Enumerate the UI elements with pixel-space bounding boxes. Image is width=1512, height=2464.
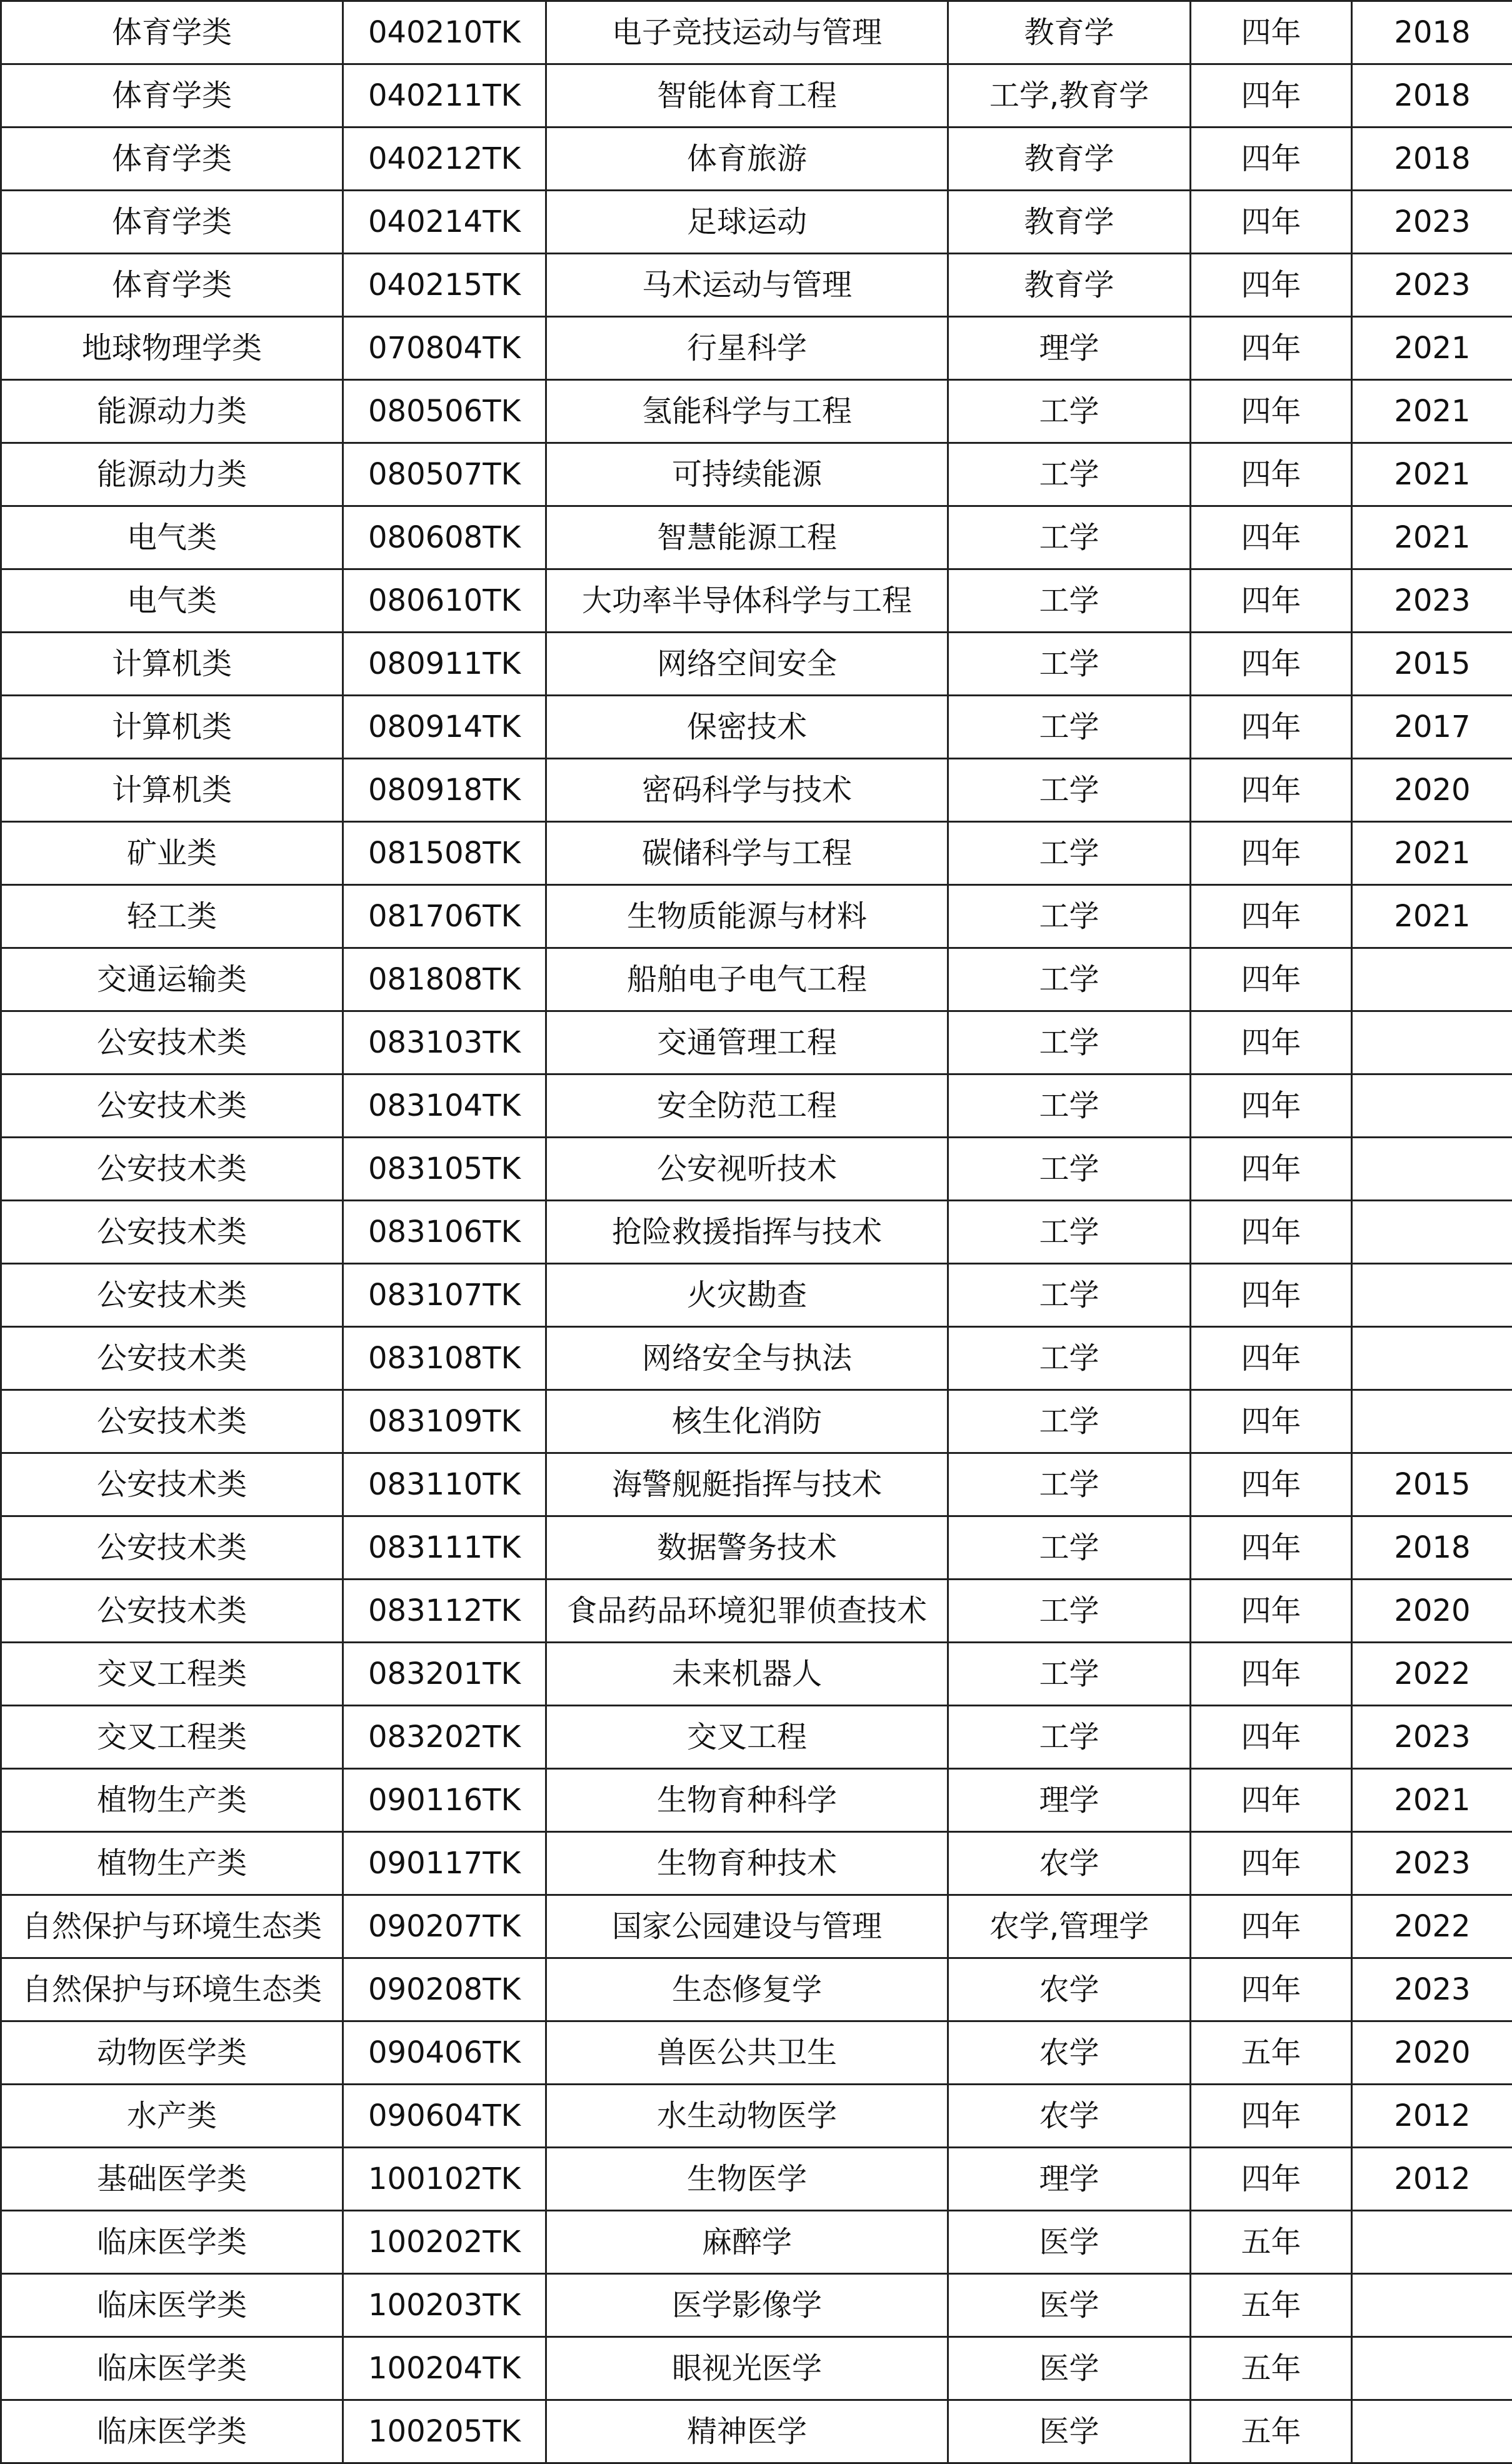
duration-cell: 四年 — [1191, 254, 1352, 317]
duration-cell: 五年 — [1191, 2211, 1352, 2274]
duration-cell: 五年 — [1191, 2400, 1352, 2463]
category-cell: 体育学类 — [1, 1, 343, 64]
category-cell: 公安技术类 — [1, 1138, 343, 1201]
code-cell: 080918TK — [343, 759, 546, 822]
degree-cell: 医学 — [948, 2211, 1191, 2274]
table-row — [1, 2085, 1512, 2148]
table-row — [1, 1580, 1512, 1643]
category-cell: 自然保护与环境生态类 — [1, 1958, 343, 2021]
duration-cell: 四年 — [1191, 1958, 1352, 2021]
duration-cell: 四年 — [1191, 569, 1352, 633]
duration-cell: 四年 — [1191, 885, 1352, 948]
major-name-cell: 生物育种技术 — [546, 1832, 948, 1895]
degree-cell: 工学 — [948, 885, 1191, 948]
code-cell: 040212TK — [343, 128, 546, 191]
year-cell: 2020 — [1352, 759, 1512, 822]
major-name-cell: 核生化消防 — [546, 1390, 948, 1453]
category-cell: 公安技术类 — [1, 1390, 343, 1453]
major-name-cell: 体育旅游 — [546, 128, 948, 191]
degree-cell: 医学 — [948, 2337, 1191, 2400]
degree-cell: 工学 — [948, 380, 1191, 443]
category-cell: 植物生产类 — [1, 1832, 343, 1895]
major-name-cell: 智慧能源工程 — [546, 506, 948, 569]
year-cell — [1352, 1327, 1512, 1390]
category-cell: 自然保护与环境生态类 — [1, 1895, 343, 1958]
category-cell: 交叉工程类 — [1, 1643, 343, 1706]
table-row — [1, 633, 1512, 696]
code-cell: 083202TK — [343, 1706, 546, 1769]
duration-cell: 四年 — [1191, 1, 1352, 64]
code-cell: 100203TK — [343, 2274, 546, 2337]
degree-cell: 工学 — [948, 1453, 1191, 1516]
year-cell: 2021 — [1352, 317, 1512, 380]
degree-cell: 工学 — [948, 1011, 1191, 1074]
major-name-cell: 足球运动 — [546, 191, 948, 254]
table-row — [1, 2274, 1512, 2337]
major-name-cell: 火灾勘查 — [546, 1264, 948, 1327]
duration-cell: 四年 — [1191, 317, 1352, 380]
year-cell: 2018 — [1352, 128, 1512, 191]
code-cell: 081508TK — [343, 822, 546, 885]
code-cell: 040210TK — [343, 1, 546, 64]
category-cell: 公安技术类 — [1, 1264, 343, 1327]
category-cell: 临床医学类 — [1, 2337, 343, 2400]
degree-cell: 理学 — [948, 1769, 1191, 1832]
category-cell: 能源动力类 — [1, 380, 343, 443]
major-name-cell: 眼视光医学 — [546, 2337, 948, 2400]
category-cell: 临床医学类 — [1, 2211, 343, 2274]
category-cell: 矿业类 — [1, 822, 343, 885]
year-cell — [1352, 2211, 1512, 2274]
year-cell — [1352, 948, 1512, 1011]
major-name-cell: 安全防范工程 — [546, 1074, 948, 1138]
duration-cell: 四年 — [1191, 1201, 1352, 1264]
year-cell: 2020 — [1352, 2021, 1512, 2085]
major-name-cell: 生物育种科学 — [546, 1769, 948, 1832]
year-cell: 2017 — [1352, 696, 1512, 759]
table-row — [1, 1074, 1512, 1138]
table-row — [1, 317, 1512, 380]
degree-cell: 工学 — [948, 569, 1191, 633]
table-row — [1, 885, 1512, 948]
year-cell: 2023 — [1352, 569, 1512, 633]
category-cell: 基础医学类 — [1, 2148, 343, 2211]
code-cell: 080914TK — [343, 696, 546, 759]
major-name-cell: 数据警务技术 — [546, 1516, 948, 1580]
degree-cell: 工学 — [948, 506, 1191, 569]
major-name-cell: 国家公园建设与管理 — [546, 1895, 948, 1958]
duration-cell: 四年 — [1191, 1074, 1352, 1138]
degree-cell: 教育学 — [948, 191, 1191, 254]
year-cell: 2023 — [1352, 1706, 1512, 1769]
degree-cell: 教育学 — [948, 128, 1191, 191]
table-row — [1, 822, 1512, 885]
table-row — [1, 2021, 1512, 2085]
duration-cell: 四年 — [1191, 1769, 1352, 1832]
major-name-cell: 未来机器人 — [546, 1643, 948, 1706]
major-name-cell: 海警舰艇指挥与技术 — [546, 1453, 948, 1516]
table-row — [1, 2148, 1512, 2211]
year-cell — [1352, 1201, 1512, 1264]
code-cell: 081706TK — [343, 885, 546, 948]
duration-cell: 四年 — [1191, 1011, 1352, 1074]
category-cell: 能源动力类 — [1, 443, 343, 506]
major-name-cell: 氢能科学与工程 — [546, 380, 948, 443]
duration-cell: 四年 — [1191, 696, 1352, 759]
degree-cell: 工学 — [948, 822, 1191, 885]
major-name-cell: 公安视听技术 — [546, 1138, 948, 1201]
degree-cell: 工学 — [948, 1706, 1191, 1769]
major-name-cell: 医学影像学 — [546, 2274, 948, 2337]
major-name-cell: 船舶电子电气工程 — [546, 948, 948, 1011]
major-name-cell: 网络空间安全 — [546, 633, 948, 696]
category-cell: 公安技术类 — [1, 1453, 343, 1516]
degree-cell: 工学 — [948, 1201, 1191, 1264]
year-cell: 2022 — [1352, 1895, 1512, 1958]
major-name-cell: 密码科学与技术 — [546, 759, 948, 822]
major-name-cell: 精神医学 — [546, 2400, 948, 2463]
table-row — [1, 1390, 1512, 1453]
major-name-cell: 网络安全与执法 — [546, 1327, 948, 1390]
category-cell: 动物医学类 — [1, 2021, 343, 2085]
degree-cell: 工学 — [948, 948, 1191, 1011]
category-cell: 电气类 — [1, 506, 343, 569]
duration-cell: 四年 — [1191, 191, 1352, 254]
table-row — [1, 1264, 1512, 1327]
code-cell: 083105TK — [343, 1138, 546, 1201]
code-cell: 083106TK — [343, 1201, 546, 1264]
table-row — [1, 64, 1512, 128]
degree-cell: 工学 — [948, 1074, 1191, 1138]
year-cell: 2018 — [1352, 1516, 1512, 1580]
code-cell: 083104TK — [343, 1074, 546, 1138]
duration-cell: 四年 — [1191, 948, 1352, 1011]
category-cell: 计算机类 — [1, 696, 343, 759]
year-cell: 2021 — [1352, 885, 1512, 948]
code-cell: 100205TK — [343, 2400, 546, 2463]
code-cell: 090604TK — [343, 2085, 546, 2148]
degree-cell: 医学 — [948, 2274, 1191, 2337]
table-row — [1, 1011, 1512, 1074]
duration-cell: 四年 — [1191, 1264, 1352, 1327]
major-name-cell: 麻醉学 — [546, 2211, 948, 2274]
year-cell — [1352, 2400, 1512, 2463]
code-cell: 083107TK — [343, 1264, 546, 1327]
major-name-cell: 生物质能源与材料 — [546, 885, 948, 948]
code-cell: 090116TK — [343, 1769, 546, 1832]
duration-cell: 五年 — [1191, 2021, 1352, 2085]
degree-cell: 理学 — [948, 317, 1191, 380]
code-cell: 083201TK — [343, 1643, 546, 1706]
year-cell: 2023 — [1352, 1958, 1512, 2021]
duration-cell: 四年 — [1191, 1453, 1352, 1516]
year-cell: 2021 — [1352, 822, 1512, 885]
table-row — [1, 443, 1512, 506]
year-cell: 2021 — [1352, 443, 1512, 506]
duration-cell: 四年 — [1191, 64, 1352, 128]
degree-cell: 工学 — [948, 1138, 1191, 1201]
major-name-cell: 生物医学 — [546, 2148, 948, 2211]
category-cell: 体育学类 — [1, 191, 343, 254]
year-cell: 2021 — [1352, 380, 1512, 443]
table-row — [1, 1958, 1512, 2021]
duration-cell: 四年 — [1191, 443, 1352, 506]
degree-cell: 工学 — [948, 633, 1191, 696]
degree-cell: 工学 — [948, 1643, 1191, 1706]
table-row — [1, 1516, 1512, 1580]
year-cell: 2021 — [1352, 1769, 1512, 1832]
year-cell: 2020 — [1352, 1580, 1512, 1643]
category-cell: 交通运输类 — [1, 948, 343, 1011]
code-cell: 080608TK — [343, 506, 546, 569]
year-cell: 2015 — [1352, 1453, 1512, 1516]
major-name-cell: 大功率半导体科学与工程 — [546, 569, 948, 633]
duration-cell: 五年 — [1191, 2274, 1352, 2337]
duration-cell: 四年 — [1191, 2148, 1352, 2211]
table-row — [1, 2400, 1512, 2463]
code-cell: 090117TK — [343, 1832, 546, 1895]
code-cell: 083108TK — [343, 1327, 546, 1390]
year-cell — [1352, 2337, 1512, 2400]
duration-cell: 四年 — [1191, 1138, 1352, 1201]
code-cell: 090406TK — [343, 2021, 546, 2085]
year-cell: 2018 — [1352, 64, 1512, 128]
table-row — [1, 1706, 1512, 1769]
table-row — [1, 1895, 1512, 1958]
duration-cell: 四年 — [1191, 1895, 1352, 1958]
category-cell: 公安技术类 — [1, 1580, 343, 1643]
code-cell: 083110TK — [343, 1453, 546, 1516]
code-cell: 080610TK — [343, 569, 546, 633]
code-cell: 090208TK — [343, 1958, 546, 2021]
duration-cell: 四年 — [1191, 1643, 1352, 1706]
degree-cell: 工学 — [948, 759, 1191, 822]
code-cell: 040211TK — [343, 64, 546, 128]
table-row — [1, 696, 1512, 759]
category-cell: 临床医学类 — [1, 2274, 343, 2337]
duration-cell: 四年 — [1191, 380, 1352, 443]
degree-cell: 工学 — [948, 1390, 1191, 1453]
year-cell: 2023 — [1352, 1832, 1512, 1895]
table-row — [1, 191, 1512, 254]
degree-cell: 工学,教育学 — [948, 64, 1191, 128]
major-name-cell: 可持续能源 — [546, 443, 948, 506]
code-cell: 083111TK — [343, 1516, 546, 1580]
category-cell: 体育学类 — [1, 254, 343, 317]
major-name-cell: 行星科学 — [546, 317, 948, 380]
table-row — [1, 380, 1512, 443]
table-row — [1, 506, 1512, 569]
category-cell: 公安技术类 — [1, 1327, 343, 1390]
code-cell: 080506TK — [343, 380, 546, 443]
table-body — [1, 1, 1512, 2463]
code-cell: 083109TK — [343, 1390, 546, 1453]
category-cell: 轻工类 — [1, 885, 343, 948]
code-cell: 070804TK — [343, 317, 546, 380]
category-cell: 公安技术类 — [1, 1011, 343, 1074]
table-row — [1, 1643, 1512, 1706]
table-row — [1, 2337, 1512, 2400]
major-name-cell: 电子竞技运动与管理 — [546, 1, 948, 64]
major-name-cell: 交叉工程 — [546, 1706, 948, 1769]
category-cell: 公安技术类 — [1, 1201, 343, 1264]
table-row — [1, 759, 1512, 822]
year-cell — [1352, 1074, 1512, 1138]
duration-cell: 四年 — [1191, 822, 1352, 885]
table-row — [1, 1453, 1512, 1516]
year-cell: 2022 — [1352, 1643, 1512, 1706]
degree-cell: 农学 — [948, 2085, 1191, 2148]
year-cell: 2018 — [1352, 1, 1512, 64]
degree-cell: 工学 — [948, 1580, 1191, 1643]
duration-cell: 四年 — [1191, 1706, 1352, 1769]
major-name-cell: 保密技术 — [546, 696, 948, 759]
code-cell: 100102TK — [343, 2148, 546, 2211]
category-cell: 公安技术类 — [1, 1074, 343, 1138]
category-cell: 电气类 — [1, 569, 343, 633]
code-cell: 083112TK — [343, 1580, 546, 1643]
table-row — [1, 2211, 1512, 2274]
code-cell: 100204TK — [343, 2337, 546, 2400]
code-cell: 090207TK — [343, 1895, 546, 1958]
year-cell: 2015 — [1352, 633, 1512, 696]
code-cell: 083103TK — [343, 1011, 546, 1074]
year-cell: 2023 — [1352, 191, 1512, 254]
code-cell: 100202TK — [343, 2211, 546, 2274]
major-name-cell: 兽医公共卫生 — [546, 2021, 948, 2085]
duration-cell: 四年 — [1191, 759, 1352, 822]
degree-cell: 农学,管理学 — [948, 1895, 1191, 1958]
category-cell: 公安技术类 — [1, 1516, 343, 1580]
duration-cell: 四年 — [1191, 2085, 1352, 2148]
category-cell: 计算机类 — [1, 633, 343, 696]
category-cell: 体育学类 — [1, 128, 343, 191]
duration-cell: 四年 — [1191, 1390, 1352, 1453]
table-row — [1, 1, 1512, 64]
code-cell: 081808TK — [343, 948, 546, 1011]
year-cell: 2023 — [1352, 254, 1512, 317]
major-name-cell: 抢险救援指挥与技术 — [546, 1201, 948, 1264]
major-name-cell: 碳储科学与工程 — [546, 822, 948, 885]
major-name-cell: 生态修复学 — [546, 1958, 948, 2021]
year-cell: 2012 — [1352, 2148, 1512, 2211]
table-row — [1, 1201, 1512, 1264]
category-cell: 临床医学类 — [1, 2400, 343, 2463]
table-row — [1, 128, 1512, 191]
year-cell — [1352, 1264, 1512, 1327]
year-cell: 2012 — [1352, 2085, 1512, 2148]
degree-cell: 工学 — [948, 1327, 1191, 1390]
year-cell — [1352, 1138, 1512, 1201]
category-cell: 体育学类 — [1, 64, 343, 128]
major-name-cell: 水生动物医学 — [546, 2085, 948, 2148]
table-row — [1, 1769, 1512, 1832]
duration-cell: 四年 — [1191, 633, 1352, 696]
degree-cell: 教育学 — [948, 1, 1191, 64]
degree-cell: 医学 — [948, 2400, 1191, 2463]
degree-cell: 农学 — [948, 1832, 1191, 1895]
degree-cell: 农学 — [948, 2021, 1191, 2085]
code-cell: 040215TK — [343, 254, 546, 317]
duration-cell: 四年 — [1191, 128, 1352, 191]
duration-cell: 四年 — [1191, 1516, 1352, 1580]
duration-cell: 四年 — [1191, 506, 1352, 569]
year-cell — [1352, 1011, 1512, 1074]
table-row — [1, 569, 1512, 633]
table-row — [1, 948, 1512, 1011]
table-row — [1, 1832, 1512, 1895]
category-cell: 计算机类 — [1, 759, 343, 822]
category-cell: 水产类 — [1, 2085, 343, 2148]
table-row — [1, 254, 1512, 317]
major-name-cell: 食品药品环境犯罪侦查技术 — [546, 1580, 948, 1643]
code-cell: 040214TK — [343, 191, 546, 254]
category-cell: 交叉工程类 — [1, 1706, 343, 1769]
major-name-cell: 交通管理工程 — [546, 1011, 948, 1074]
category-cell: 地球物理学类 — [1, 317, 343, 380]
code-cell: 080507TK — [343, 443, 546, 506]
code-cell: 080911TK — [343, 633, 546, 696]
table-row — [1, 1138, 1512, 1201]
degree-cell: 教育学 — [948, 254, 1191, 317]
year-cell — [1352, 2274, 1512, 2337]
duration-cell: 五年 — [1191, 2337, 1352, 2400]
year-cell: 2021 — [1352, 506, 1512, 569]
table-row — [1, 1327, 1512, 1390]
duration-cell: 四年 — [1191, 1580, 1352, 1643]
degree-cell: 农学 — [948, 1958, 1191, 2021]
degree-cell: 工学 — [948, 1264, 1191, 1327]
degree-cell: 工学 — [948, 1516, 1191, 1580]
major-name-cell: 智能体育工程 — [546, 64, 948, 128]
degree-cell: 工学 — [948, 696, 1191, 759]
degree-cell: 理学 — [948, 2148, 1191, 2211]
duration-cell: 四年 — [1191, 1832, 1352, 1895]
year-cell — [1352, 1390, 1512, 1453]
duration-cell: 四年 — [1191, 1327, 1352, 1390]
major-name-cell: 马术运动与管理 — [546, 254, 948, 317]
degree-cell: 工学 — [948, 443, 1191, 506]
category-cell: 植物生产类 — [1, 1769, 343, 1832]
